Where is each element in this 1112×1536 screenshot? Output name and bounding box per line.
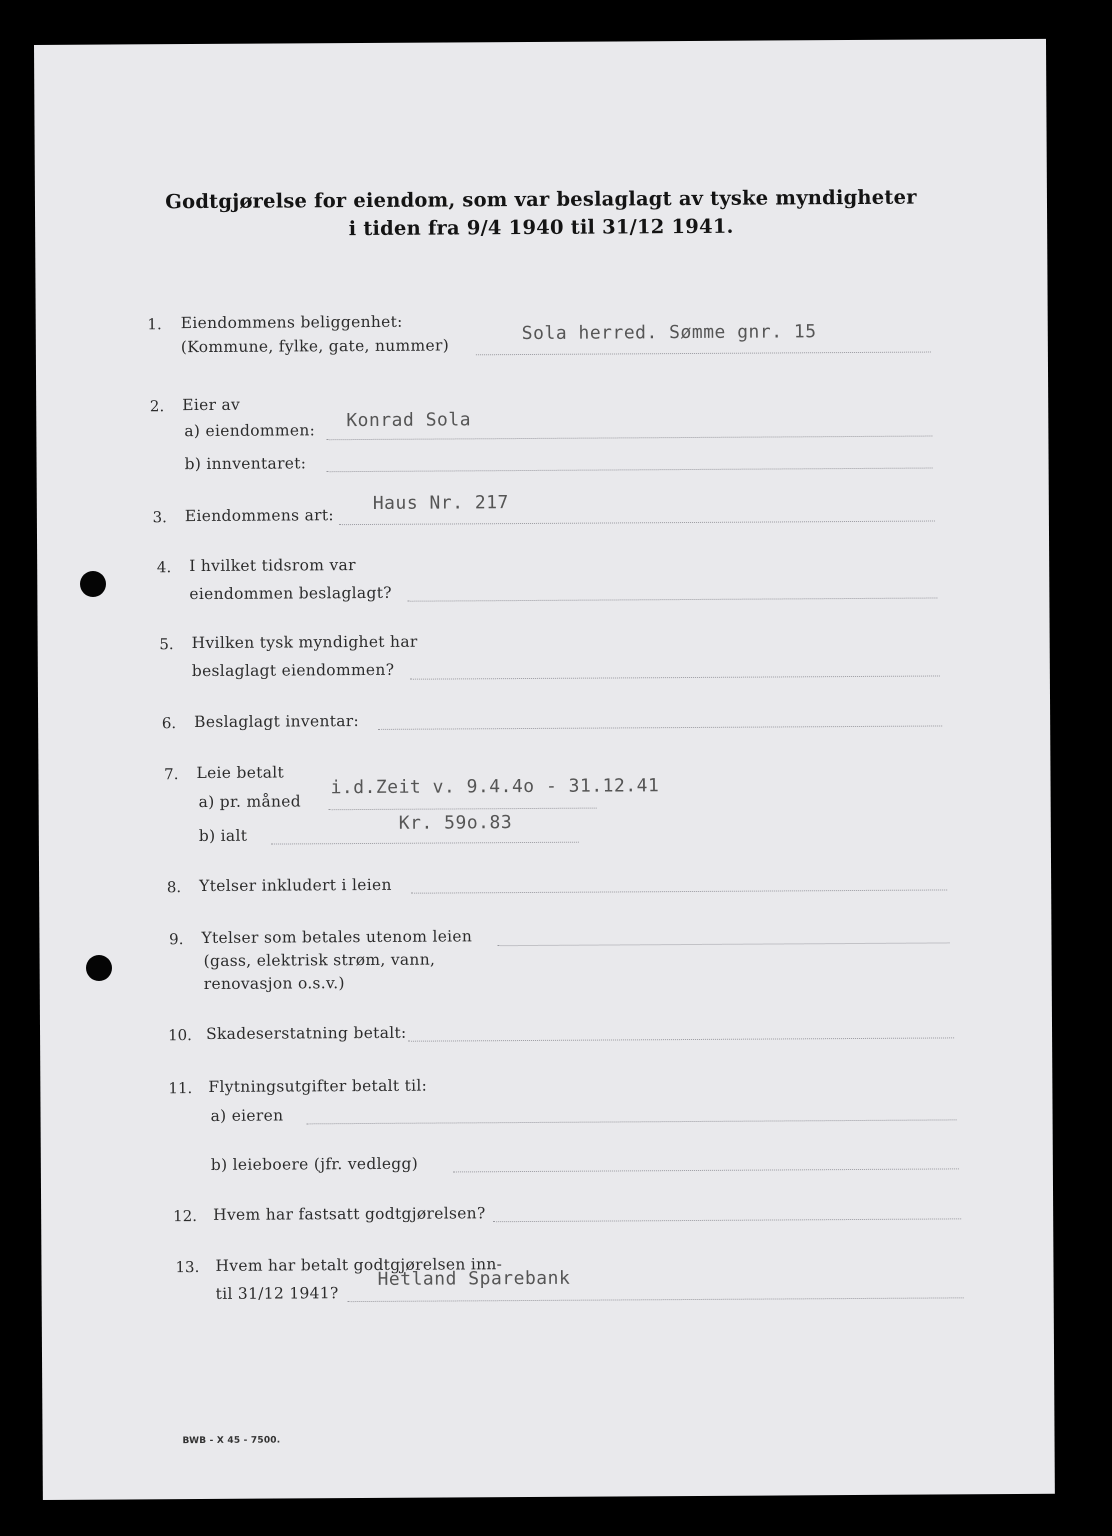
- q11b-label: b) leieboere (jfr. vedlegg): [210, 1154, 419, 1174]
- q1-sublabel: (Kommune, fylke, gate, nummer): [180, 336, 450, 357]
- q12-label: Hvem har fastsatt godtgjørelsen?: [213, 1204, 486, 1224]
- q10-answer-line: [408, 1037, 954, 1041]
- q2b-label: b) innventaret:: [184, 454, 307, 474]
- q4-answer-line: [407, 597, 937, 601]
- punch-hole: [86, 955, 112, 981]
- q9-answer-line: [498, 942, 950, 946]
- q1-answer: Sola herred. Sømme gnr. 15: [521, 321, 817, 345]
- q3-answer: Haus Nr. 217: [372, 492, 509, 514]
- q7b-answer-line: [271, 842, 579, 845]
- q2a-label: a) eiendommen:: [184, 421, 316, 441]
- form-paper: [34, 39, 1055, 1500]
- item-number: 8.: [166, 878, 182, 897]
- item-number: 10.: [167, 1026, 192, 1045]
- item-number: 13.: [175, 1258, 200, 1277]
- q8-answer-line: [411, 889, 947, 893]
- q2a-answer-line: [326, 436, 932, 441]
- form-title-line1: Godtgjørelse for eiendom, som var beslaglagt av tyske myndigheter: [165, 185, 917, 214]
- printer-code: BWB - X 45 - 7500.: [182, 1435, 281, 1447]
- q1-label: Eiendommens beliggenhet:: [180, 312, 403, 333]
- q4-sublabel: eiendommen beslaglagt?: [189, 583, 392, 604]
- item-number: 12.: [173, 1207, 198, 1226]
- item-number: 6.: [161, 714, 177, 733]
- q5-label: Hvilken tysk myndighet har: [191, 632, 418, 653]
- q13-label: Hvem har betalt godtgjørelsen inn-: [215, 1255, 503, 1275]
- q11-label: Flytningsutgifter betalt til:: [208, 1076, 428, 1096]
- q7-label: Leie betalt: [196, 763, 285, 783]
- q11a-answer-line: [307, 1119, 957, 1124]
- q9-label: Ytelser som betales utenom leien: [201, 927, 473, 947]
- q2b-answer-line: [327, 468, 933, 473]
- q2-label: Eier av: [182, 395, 241, 415]
- item-number: 3.: [152, 508, 167, 527]
- item-number: 7.: [164, 765, 179, 784]
- form-title-line2: i tiden fra 9/4 1940 til 31/12 1941.: [348, 214, 734, 241]
- punch-hole: [80, 571, 106, 597]
- q7b-answer: Kr. 59o.83: [398, 812, 513, 834]
- q11b-answer-line: [453, 1168, 959, 1172]
- q13-sublabel: til 31/12 1941?: [215, 1284, 339, 1303]
- q3-label: Eiendommens art:: [184, 506, 334, 526]
- q10-label: Skadeserstatning betalt:: [205, 1023, 407, 1043]
- q6-answer-line: [378, 725, 942, 729]
- q7b-label: b) ialt: [198, 826, 248, 846]
- item-number: 9.: [169, 930, 184, 949]
- q6-label: Beslaglagt inventar:: [194, 712, 360, 732]
- item-number: 5.: [159, 635, 174, 654]
- q5-answer-line: [410, 675, 940, 679]
- item-number: 1.: [147, 315, 162, 334]
- q8-label: Ytelser inkludert i leien: [199, 875, 392, 896]
- q7a-answer-line: [329, 808, 597, 811]
- q12-answer-line: [493, 1218, 961, 1222]
- q13-answer-line: [348, 1297, 964, 1302]
- item-number: 4.: [156, 558, 172, 577]
- q9-sublabel: (gass, elektrisk strøm, vann,: [203, 950, 436, 970]
- q5-sublabel: beslaglagt eiendommen?: [191, 660, 395, 681]
- item-number: 11.: [168, 1079, 193, 1098]
- q3-answer-line: [339, 521, 935, 526]
- q13-answer: Hetland Sparebank: [377, 1267, 571, 1290]
- q1-answer-line: [476, 352, 931, 356]
- q9-sublabel2: renovasjon o.s.v.): [203, 974, 345, 993]
- item-number: 2.: [149, 397, 165, 416]
- q7a-answer: i.d.Zeit v. 9.4.4o - 31.12.41: [330, 775, 660, 799]
- q7a-label: a) pr. måned: [198, 792, 302, 812]
- q11a-label: a) eieren: [210, 1106, 284, 1125]
- q4-label: I hvilket tidsrom var: [189, 556, 356, 576]
- q2a-answer: Konrad Sola: [346, 409, 472, 432]
